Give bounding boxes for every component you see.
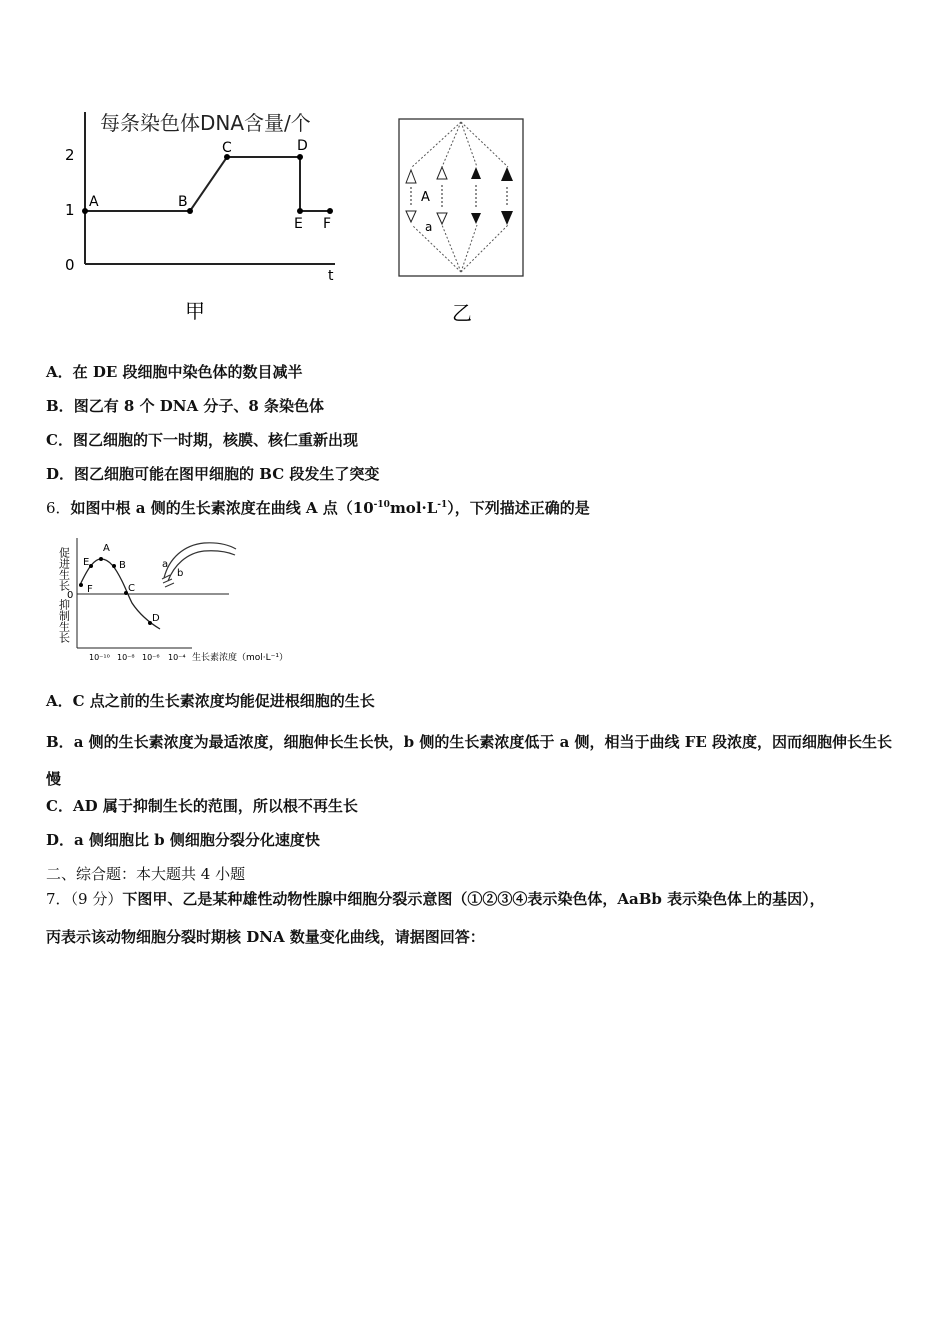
yi-cell-frame	[399, 119, 523, 276]
q6-xtick-2: 10⁻⁸	[117, 653, 135, 662]
yi-gene-a-lower: a	[425, 220, 433, 234]
figure-jia	[55, 100, 365, 330]
jia-point-b	[187, 208, 193, 214]
jia-curve	[85, 157, 330, 211]
jia-x-axis-label: t	[328, 268, 334, 284]
q6-option-d: D．a 侧细胞比 b 侧细胞分裂分化速度快	[46, 831, 320, 849]
q7-line-2: 丙表示该动物细胞分裂时期核 DNA 数量变化曲线，请据图回答：	[46, 928, 485, 946]
chromosome-2	[437, 167, 447, 224]
q6-option-a: A．C 点之前的生长素浓度均能促进根细胞的生长	[46, 692, 375, 710]
yi-gene-a-upper: A	[421, 190, 430, 205]
q5-option-a: A．在 DE 段细胞中染色体的数目减半	[46, 363, 303, 381]
chromosome-1	[406, 170, 416, 222]
jia-label-d: D	[297, 138, 308, 154]
q6-xtick-3: 10⁻⁶	[142, 653, 160, 662]
q6-label-d: D	[152, 613, 160, 624]
q6-ylabel-top: 促进生长	[57, 547, 71, 591]
q6-option-c: C．AD 属于抑制生长的范围，所以根不再生长	[46, 797, 358, 815]
jia-label-c: C	[222, 140, 232, 156]
q6-zero: 0	[67, 590, 74, 601]
q5-option-c: C．图乙细胞的下一时期，核膜、核仁重新出现	[46, 431, 358, 449]
jia-ytick-1: 1	[65, 201, 75, 219]
q6-xlabel: 生长素浓度（mol·L⁻¹）	[192, 653, 289, 663]
q6-xtick-1: 10⁻¹⁰	[89, 653, 110, 662]
q6-label-c: C	[128, 583, 135, 594]
chromosome-3	[471, 167, 481, 224]
jia-label-f: F	[323, 216, 332, 232]
q6-point-e	[89, 564, 93, 568]
jia-ylabel: 每条染色体DNA含量/个	[100, 111, 311, 135]
jia-point-e	[297, 208, 303, 214]
jia-ytick-0: 0	[65, 256, 75, 274]
figure-q6-growth-curve	[44, 533, 304, 673]
root-label-b: b	[177, 568, 184, 579]
jia-ytick-2: 2	[65, 146, 75, 164]
jia-caption: 甲	[185, 299, 205, 323]
q5-option-b: B．图乙有 8 个 DNA 分子、8 条染色体	[46, 397, 325, 415]
q6-point-b	[112, 564, 116, 568]
yi-caption: 乙	[452, 301, 472, 325]
chromosome-4	[501, 167, 513, 225]
root-label-a: a	[162, 559, 169, 570]
q6-label-a: A	[103, 543, 110, 554]
q7-line-1: 7．（9 分）下图甲、乙是某种雄性动物性腺中细胞分裂示意图（①②③④表示染色体，AaBb 表示染色体上的基因），	[46, 890, 825, 908]
q6-stem: 6．如图中根 a 侧的生长素浓度在曲线 A 点$(10^{-10}mol\cdot L^{-1})$，下列描述正确的是	[46, 499, 590, 517]
q6-ylabel-bottom: 抑制生长	[57, 599, 71, 643]
q6-xtick-4: 10⁻⁴	[168, 653, 186, 662]
jia-label-a: A	[89, 194, 99, 210]
q6-label-f: F	[87, 584, 93, 595]
jia-label-b: B	[178, 194, 188, 210]
q6-point-f	[79, 583, 83, 587]
root-tip	[164, 543, 236, 578]
q6-label-b: B	[119, 560, 126, 571]
jia-label-e: E	[294, 216, 303, 232]
q6-label-e: E	[83, 557, 90, 568]
section-heading: 二、综合题：本大题共 4 小题	[46, 865, 246, 883]
figure-yi	[395, 115, 530, 330]
q6-option-b: B．a 侧的生长素浓度为最适浓度，细胞伸长生长快，b 侧的生长素浓度低于 a 侧，相当于曲线 FE 段浓度，因而细胞伸长生长慢	[46, 733, 893, 788]
jia-point-d	[297, 154, 303, 160]
q6-point-a	[99, 557, 103, 561]
jia-point-a	[82, 208, 88, 214]
q5-option-d: D．图乙细胞可能在图甲细胞的 BC 段发生了突变	[46, 465, 380, 483]
jia-point-f	[327, 208, 333, 214]
